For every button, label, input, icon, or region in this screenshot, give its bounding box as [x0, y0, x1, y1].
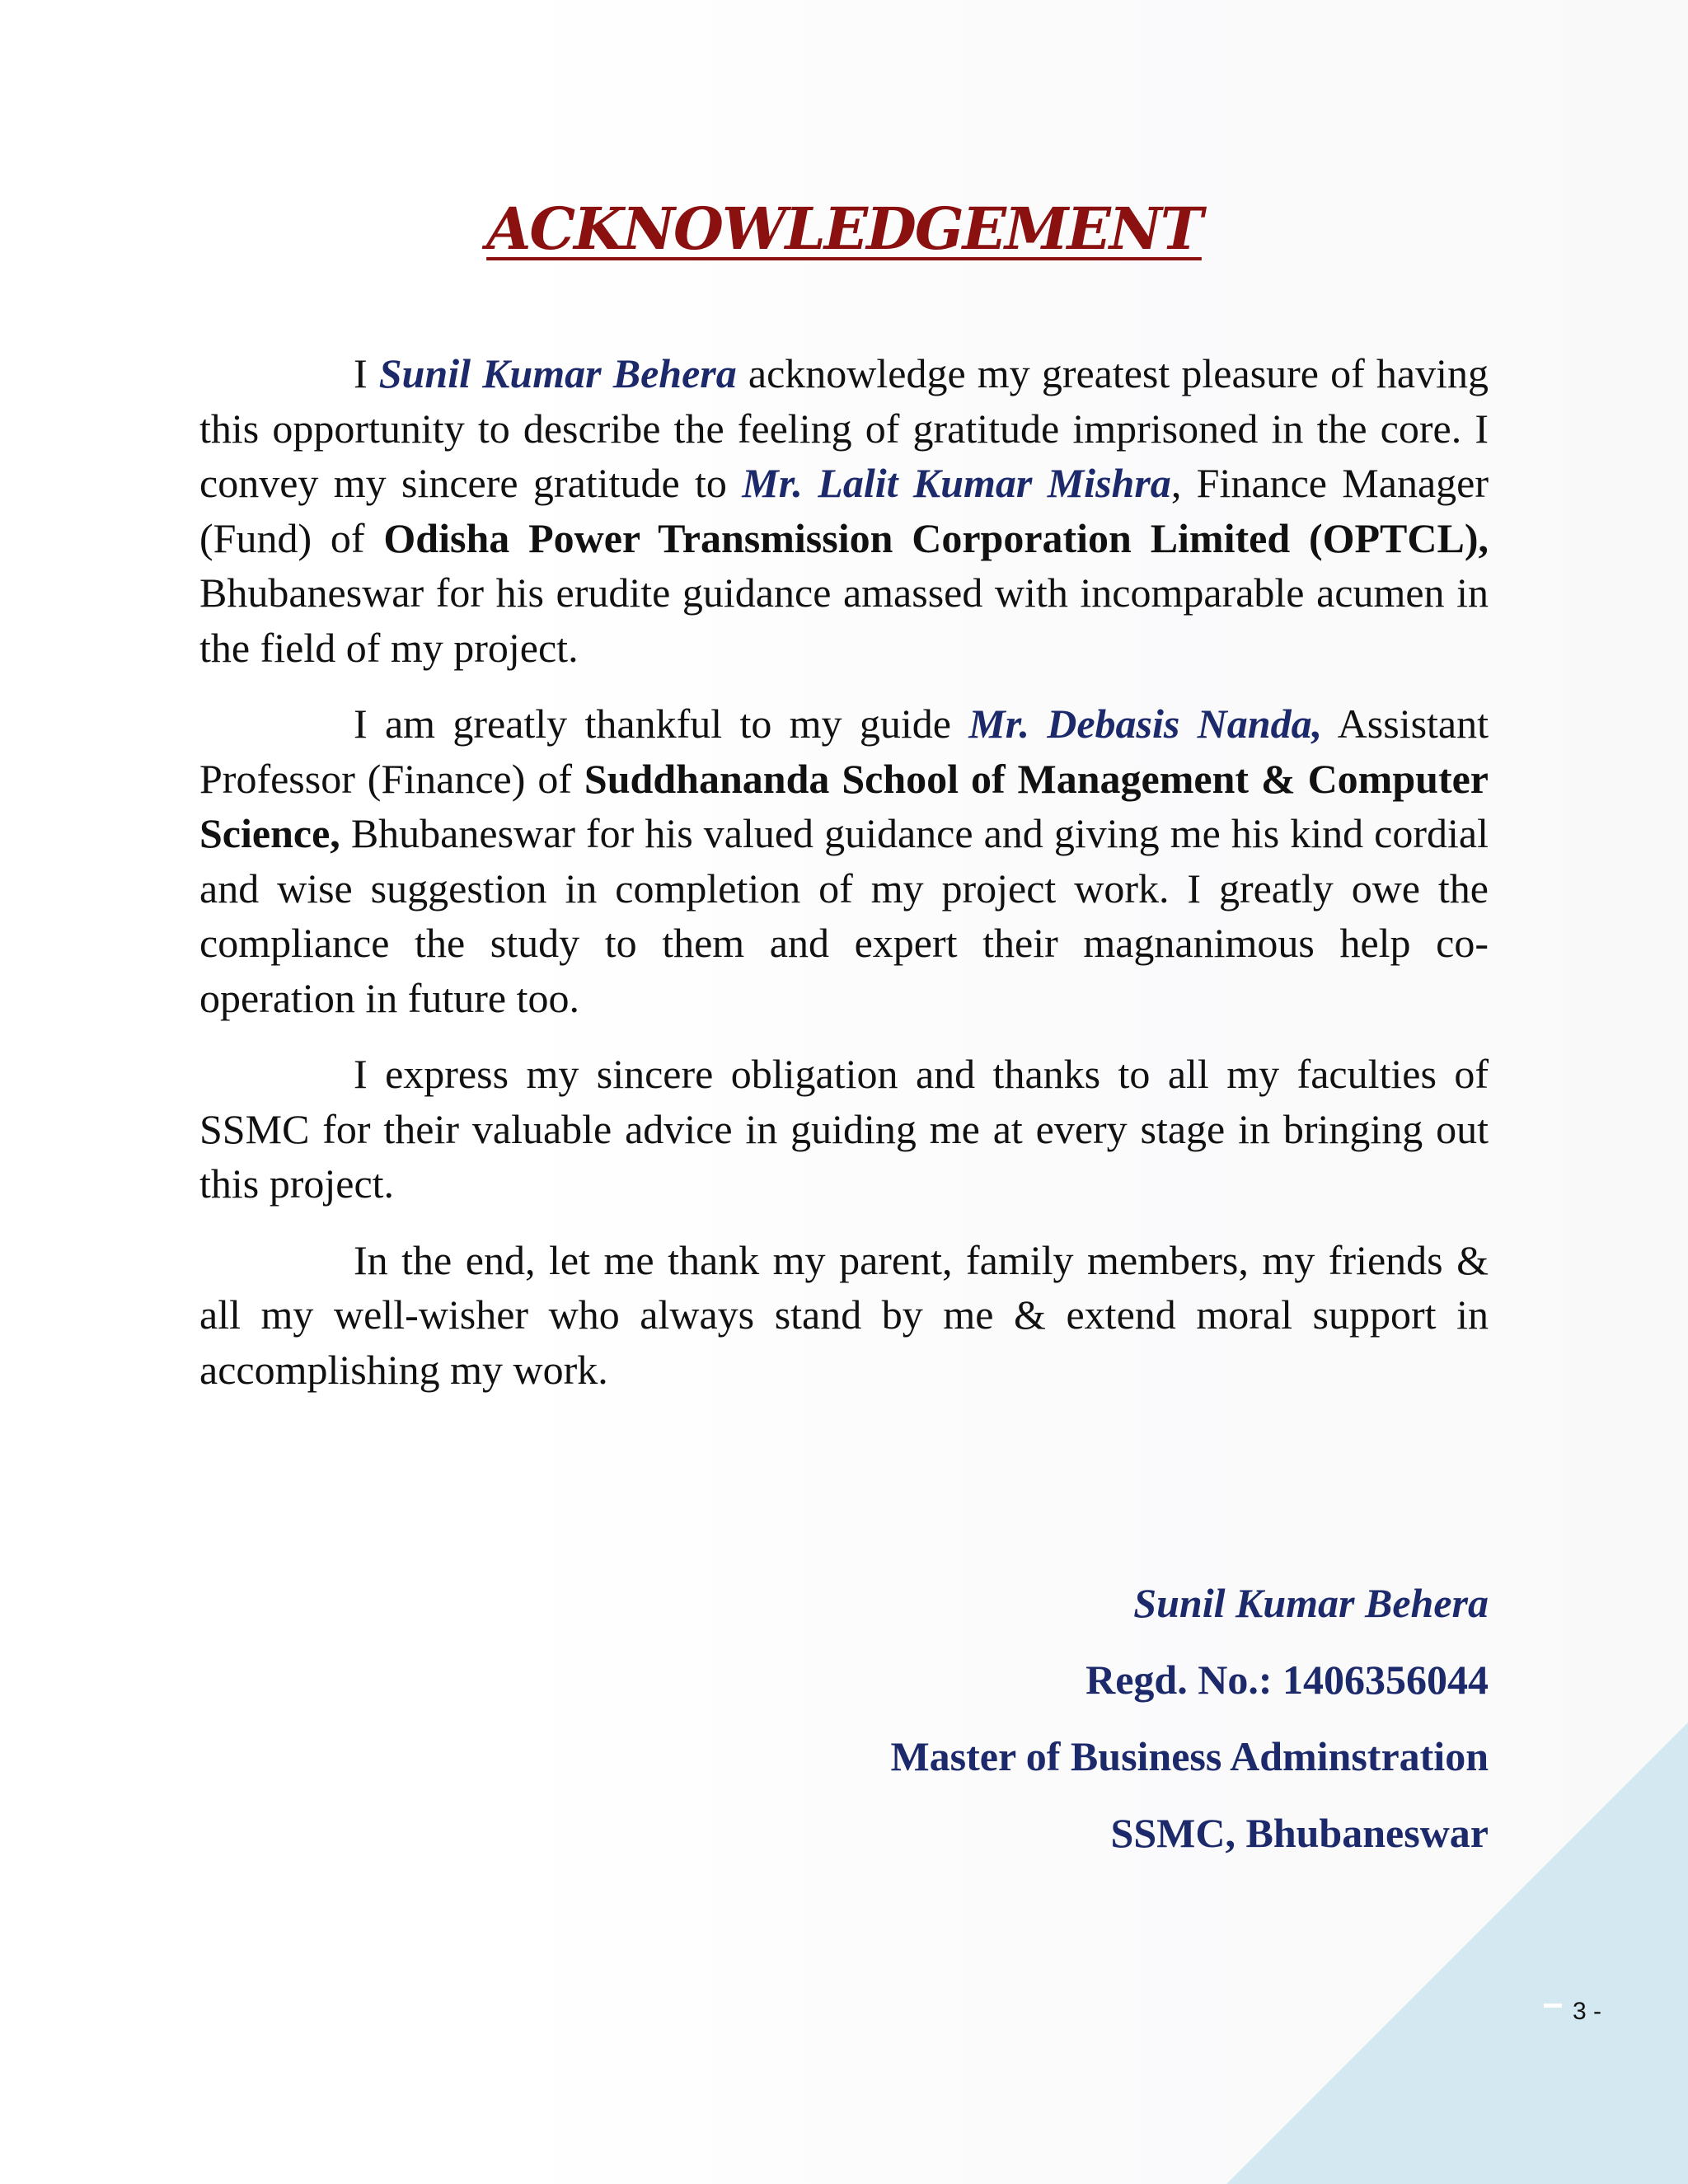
page-number: 3 -	[1573, 1998, 1602, 2025]
paragraph-2	[199, 696, 1489, 1025]
page-title: ACKNOWLEDGEMENT	[486, 194, 1202, 263]
organization-name: Odisha Power Transmission Corporation Limited (OPTCL),	[383, 514, 1489, 561]
paragraph-2-text-a: Assistant Professor (Finance) of	[199, 701, 1489, 802]
institute-location: SSMC, Bhubaneswar	[1110, 1810, 1489, 1856]
mentor-name: Mr. Lalit Kumar Mishra	[742, 460, 1171, 506]
paragraph-1-text-c: Bhubaneswar for his erudite guidance amassed with incomparable acumen in the field of my project.	[199, 569, 1489, 671]
paragraph-4: In the end, let me thank my parent, family members, my friends & all my well-wisher who always stand by me & extend moral support in accomplishing my work.	[199, 1236, 1489, 1393]
paragraph-1	[199, 346, 1489, 675]
paragraph-2-text-b: Bhubaneswar for his valued guidance and giving me his kind cordial and wise suggestion in completion of my project work. I greatly owe the compliance the study to them and expert their magnanimous help co-operation in future too.	[199, 810, 1489, 1021]
registration-number: Regd. No.: 1406356044	[1085, 1657, 1489, 1703]
paragraph-1-text-b: , Finance Manager (Fund) of	[199, 460, 1489, 561]
acknowledgement-body	[199, 346, 1489, 1418]
paragraph-1-text-a: acknowledge my greatest pleasure of having this opportunity to describe the feeling of gratitude imprisoned in the core. I convey my sincere gratitude to	[199, 350, 1489, 506]
paragraph-1-intro: I	[354, 350, 379, 396]
paragraph-3: I express my sincere obligation and thanks to all my faculties of SSMC for their valuable advice in guiding me at every stage in bringing out this project.	[199, 1051, 1489, 1207]
signature-name: Sunil Kumar Behera	[1133, 1580, 1489, 1626]
page-number-dash	[1544, 2004, 1562, 2008]
signature-block	[890, 1574, 1489, 1881]
school-name: Suddhananda School of Management & Computer Science,	[199, 755, 1489, 856]
guide-name: Mr. Debasis Nanda,	[968, 701, 1323, 747]
paragraph-2-intro: I am greatly thankful to my guide	[354, 701, 969, 747]
degree-program: Master of Business Adminstration	[890, 1733, 1489, 1779]
author-name-inline: Sunil Kumar Behera	[378, 350, 737, 396]
